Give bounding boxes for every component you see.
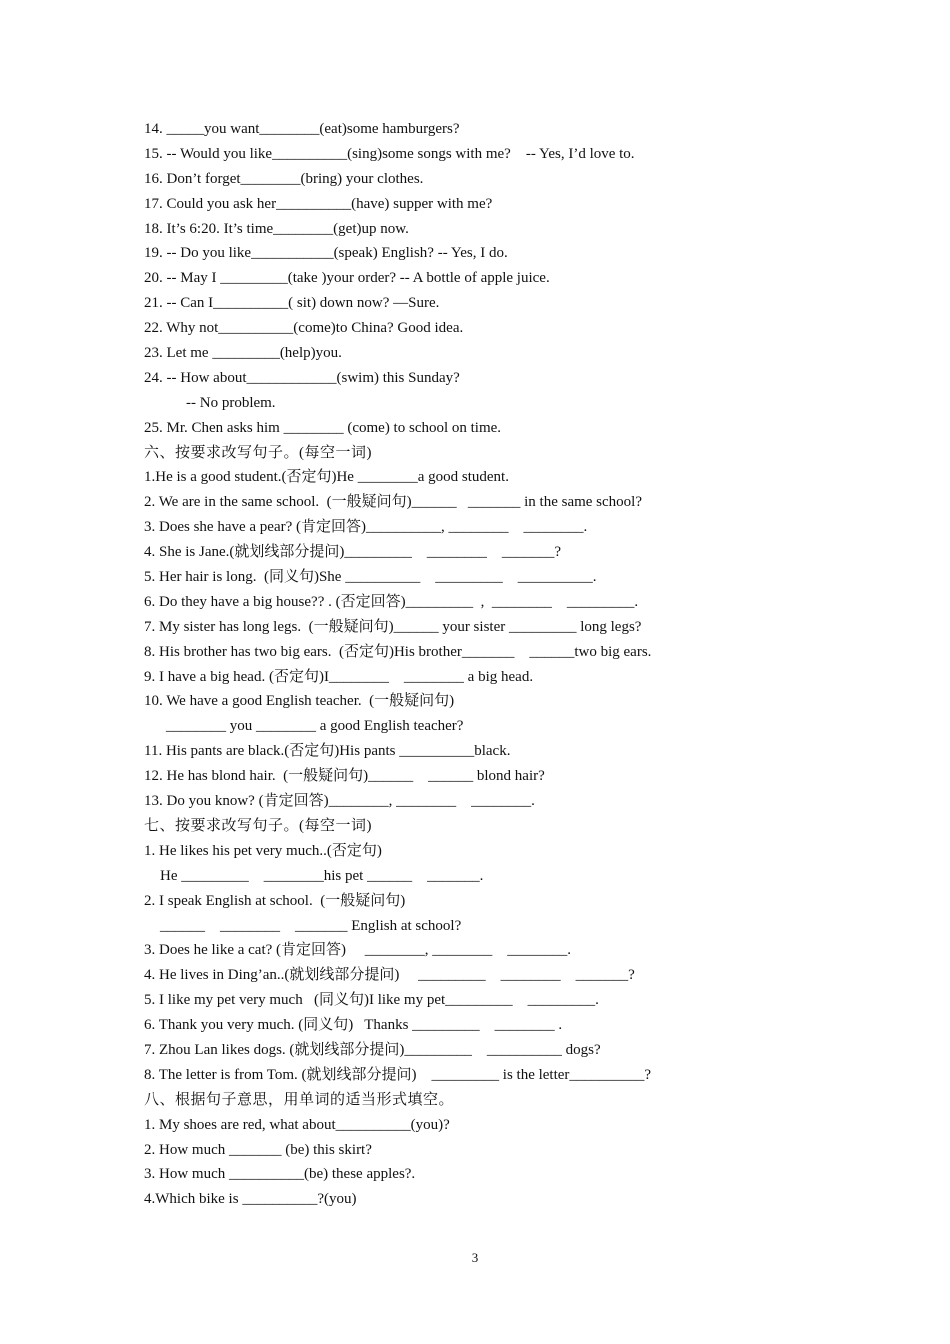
exercise-line: 7. My sister has long legs. (一般疑问句)______ your sister _________ long legs?: [144, 618, 642, 635]
section-heading-8: 八、根据句子意思，用单词的适当形式填空。: [144, 1091, 455, 1108]
exercise-line: 2. I speak English at school. (一般疑问句): [144, 892, 406, 909]
page-number: 3: [471, 1250, 479, 1265]
exercise-line: 1. My shoes are red, what about__________(you)?: [144, 1116, 450, 1133]
exercise-line: 2. We are in the same school. (一般疑问句)______ _______ in the same school?: [144, 494, 643, 511]
exercise-line: 3. Does she have a pear? (肯定回答)__________, ________ ________.: [144, 519, 588, 536]
section-heading-6: 六、按要求改写句子。(每空一词): [144, 444, 372, 461]
exercise-line-continuation: He _________ ________his pet ______ _______.: [160, 867, 484, 884]
exercise-line-continuation: -- No problem.: [186, 394, 276, 411]
exercise-line: 3. Does he like a cat? (肯定回答) ________, ________ ________.: [144, 942, 572, 959]
exercise-line: 4.Which bike is __________?(you): [144, 1191, 357, 1208]
exercise-line: 11. His pants are black.(否定句)His pants __________black.: [144, 743, 511, 760]
exercise-line-continuation: ______ ________ _______ English at school?: [160, 917, 462, 934]
exercise-line: 8. His brother has two big ears. (否定句)His brother_______ ______two big ears.: [144, 643, 652, 660]
exercise-line: 5. I like my pet very much (同义句)I like my pet_________ _________.: [144, 992, 599, 1009]
section-heading-7: 七、按要求改写句子。(每空一词): [144, 817, 372, 834]
exercise-line: 1. He likes his pet very much..(否定句): [144, 842, 382, 859]
exercise-line: 16. Don’t forget________(bring) your clothes.: [144, 170, 424, 187]
exercise-lines: [144, 117, 904, 1212]
exercise-line: 23. Let me _________(help)you.: [144, 345, 342, 362]
exercise-line: 9. I have a big head. (否定句)I________ ________ a big head.: [144, 668, 534, 685]
exercise-line: 12. He has blond hair. (一般疑问句)______ ______ blond hair?: [144, 768, 545, 785]
exercise-line: 17. Could you ask her__________(have) supper with me?: [144, 195, 493, 212]
exercise-line-continuation: ________ you ________ a good English teacher?: [166, 718, 464, 735]
exercise-line: 21. -- Can I__________( sit) down now? —Sure.: [144, 295, 440, 312]
exercise-line: 25. Mr. Chen asks him ________ (come) to school on time.: [144, 419, 502, 436]
exercise-line: 14. _____you want________(eat)some hamburgers?: [144, 121, 460, 137]
exercise-line: 7. Zhou Lan likes dogs. (就划线部分提问)_________ __________ dogs?: [144, 1041, 601, 1058]
exercise-line: 15. -- Would you like__________(sing)some songs with me? -- Yes, I’d love to.: [144, 145, 635, 162]
exercise-line: 2. How much _______ (be) this skirt?: [144, 1141, 372, 1158]
exercise-line: 3. How much __________(be) these apples?.: [144, 1166, 416, 1183]
exercise-line: 10. We have a good English teacher. (一般疑问句): [144, 693, 455, 710]
exercise-line: 24. -- How about____________(swim) this Sunday?: [144, 369, 460, 386]
exercise-line: 6. Do they have a big house?? . (否定回答)_________ , ________ _________.: [144, 593, 639, 610]
exercise-line: 4. She is Jane.(就划线部分提问)_________ ________ _______?: [144, 544, 562, 561]
exercise-line: 8. The letter is from Tom. (就划线部分提问) _________ is the letter__________?: [144, 1066, 652, 1083]
exercise-line: 18. It’s 6:20. It’s time________(get)up now.: [144, 220, 409, 237]
exercise-line: 20. -- May I _________(take )your order? -- A bottle of apple juice.: [144, 270, 550, 287]
exercise-line: 22. Why not__________(come)to China? Good idea.: [144, 320, 464, 337]
exercise-line: 4. He lives in Ding’an..(就划线部分提问) _________ ________ _______?: [144, 967, 635, 984]
exercise-line: 6. Thank you very much. (同义句) Thanks _________ ________ .: [144, 1017, 563, 1034]
exercise-line: 5. Her hair is long. (同义句)She __________ _________ __________.: [144, 569, 597, 586]
exercise-line: 1.He is a good student.(否定句)He ________a good student.: [144, 469, 509, 486]
exercise-line: 13. Do you know? (肯定回答)________, ________ ________.: [144, 793, 535, 810]
exercise-line: 19. -- Do you like___________(speak) English? -- Yes, I do.: [144, 245, 508, 262]
